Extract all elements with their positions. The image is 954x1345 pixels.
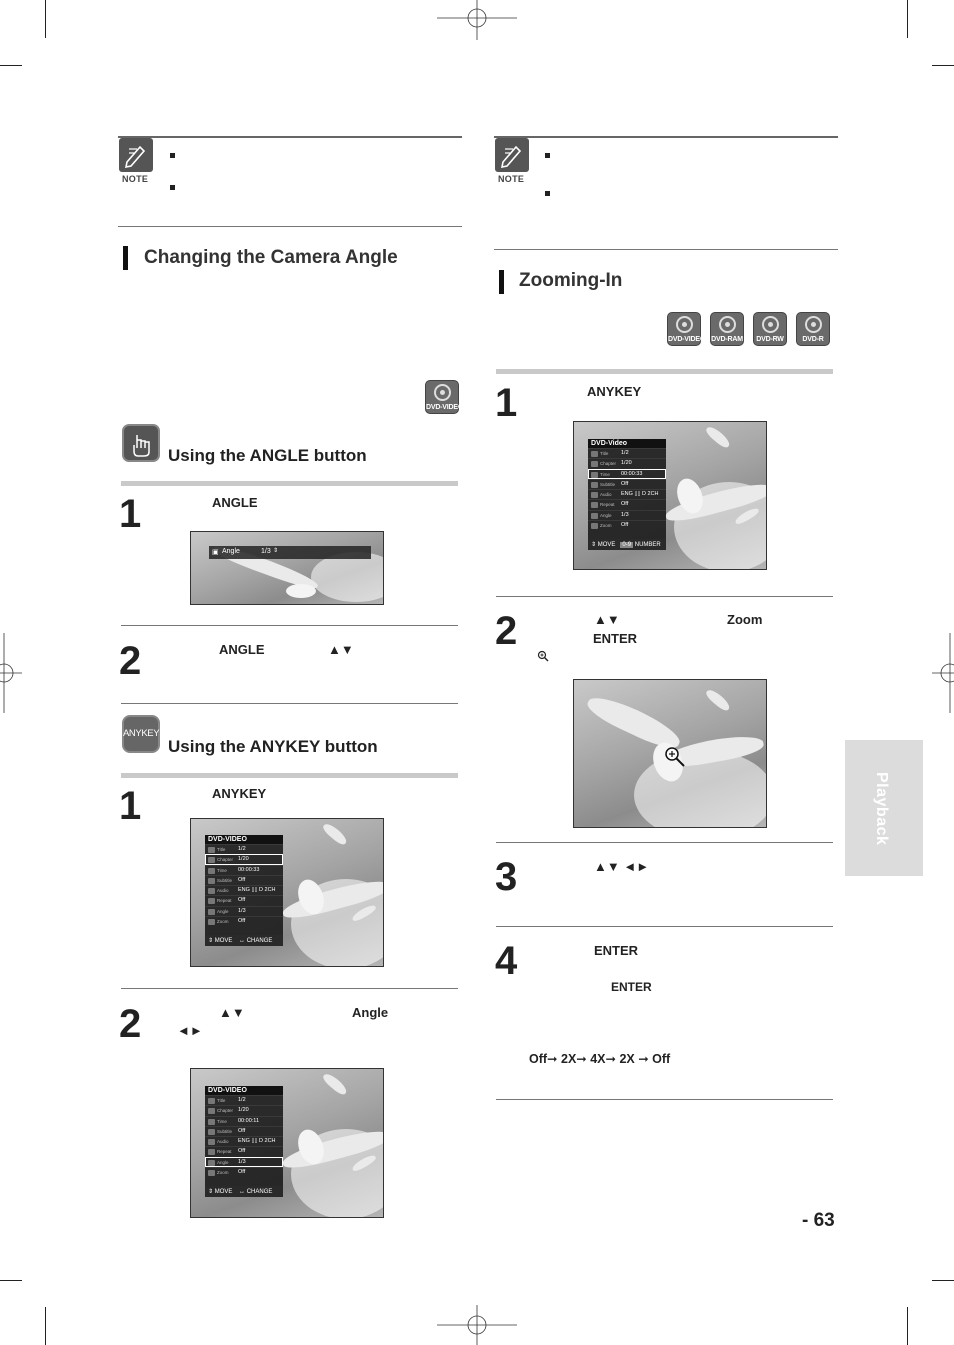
osd-row-key: Time bbox=[600, 471, 610, 477]
osd-row-key: Zoom bbox=[217, 1170, 229, 1176]
step-divider bbox=[121, 625, 458, 626]
note-top-rule bbox=[494, 136, 838, 138]
step-number: 2 bbox=[119, 1002, 142, 1046]
osd-row-value: 1/2 bbox=[238, 1097, 246, 1103]
angle-osd-label: Angle bbox=[222, 548, 240, 555]
osd-row-value: 1/20 bbox=[238, 1107, 249, 1114]
zoom-cursor-icon bbox=[664, 746, 686, 768]
step-number: 4 bbox=[495, 939, 518, 983]
angle-screenshot bbox=[190, 531, 384, 605]
zoom-screenshot bbox=[573, 679, 767, 828]
crop-mark bbox=[932, 65, 954, 66]
enter-key-label: ENTER bbox=[593, 631, 638, 646]
angle-button-title: Using the ANGLE button bbox=[168, 446, 367, 465]
osd-row-key: Zoom bbox=[217, 919, 229, 925]
dvd-rw-disc-icon: DVD-RW bbox=[753, 312, 787, 346]
updown-icon: ⇕ bbox=[273, 548, 279, 554]
osd-row-value: Off bbox=[621, 501, 629, 508]
osd-footer: ⇕ MOVE ↔ CHANGE bbox=[205, 1186, 283, 1197]
osd-row-value: ENG ▯▯ D 2CH bbox=[238, 1138, 276, 1145]
step-divider bbox=[496, 842, 833, 843]
osd-row-key: Repeat bbox=[217, 1149, 232, 1155]
note-top-rule bbox=[118, 136, 462, 138]
step-number: 2 bbox=[495, 609, 518, 653]
osd-footer-number: NUMBER bbox=[634, 542, 661, 548]
osd-row-value: 00:00:33 bbox=[238, 866, 260, 873]
osd-row-value: 1/3 bbox=[238, 1158, 246, 1165]
osd-footer: ⇕ MOVE 0-9 NUMBER bbox=[588, 539, 666, 550]
zoom-menu-screenshot bbox=[573, 421, 767, 570]
updown-arrows: ▲▼ bbox=[594, 612, 620, 627]
osd-row-key: Zoom bbox=[600, 523, 612, 529]
playback-side-tab bbox=[845, 740, 923, 876]
step-number: 1 bbox=[119, 492, 142, 536]
zoom-magnifier-icon bbox=[537, 650, 549, 662]
osd-row-key: Repeat bbox=[217, 898, 232, 904]
camera-icon: ▣ bbox=[212, 549, 219, 556]
osd-footer-move: MOVE bbox=[214, 1189, 233, 1195]
section-marker bbox=[499, 270, 504, 294]
note-pencil-icon bbox=[119, 138, 153, 172]
osd-row-key: Angle bbox=[217, 908, 229, 914]
angle-key-label: ANGLE bbox=[219, 642, 265, 657]
osd-row-value: 00:00:11 bbox=[238, 1117, 260, 1124]
direction-arrows: ▲▼ ◄► bbox=[594, 859, 650, 874]
osd-row-key: Subtitle bbox=[217, 1128, 233, 1134]
osd-row-key: Subtitle bbox=[600, 481, 616, 487]
column-end-rule bbox=[496, 1099, 833, 1100]
section-marker bbox=[123, 246, 128, 270]
angle-item-label: Angle bbox=[352, 1005, 389, 1020]
osd-row-value: 1/3 bbox=[238, 907, 246, 914]
step-divider bbox=[121, 703, 458, 704]
step-number: 1 bbox=[495, 381, 518, 425]
osd-row-key: Time bbox=[217, 1118, 227, 1124]
osd-row-value: Off bbox=[238, 1169, 246, 1176]
osd-row-value: 1/20 bbox=[238, 856, 249, 863]
dvd-r-disc-icon: DVD-R bbox=[796, 312, 830, 346]
anykey-key-label: ANYKEY bbox=[212, 786, 267, 801]
osd-menu bbox=[588, 439, 666, 550]
zoom-item-label: Zoom bbox=[727, 612, 763, 627]
osd-row-key: Repeat bbox=[600, 502, 615, 508]
anykey-menu-screenshot bbox=[190, 818, 384, 967]
osd-menu bbox=[205, 1086, 283, 1197]
leftright-arrows: ◄► bbox=[177, 1023, 203, 1038]
updown-arrows: ▲▼ bbox=[328, 642, 354, 657]
osd-row-key: Title bbox=[217, 1098, 226, 1103]
osd-row-value: 00:00:33 bbox=[621, 470, 643, 477]
osd-row-key: Subtitle bbox=[217, 877, 233, 883]
osd-row-key: Audio bbox=[217, 1139, 229, 1145]
angle-osd-value: 1/3 bbox=[261, 548, 271, 555]
osd-row-key: Title bbox=[217, 847, 226, 852]
crop-mark bbox=[45, 1307, 46, 1345]
angle-key-label: ANGLE bbox=[212, 495, 258, 510]
osd-row-value: ENG ▯▯ D 2CH bbox=[238, 887, 276, 894]
crop-mark bbox=[932, 1280, 954, 1281]
step-number: 2 bbox=[119, 639, 142, 683]
anykey-angle-screenshot bbox=[190, 1068, 384, 1218]
osd-row-value: Off bbox=[238, 897, 246, 904]
osd-row-key: Audio bbox=[600, 492, 612, 498]
remote-button-hand-icon bbox=[122, 424, 160, 462]
registration-mark-icon bbox=[437, 0, 517, 40]
note-pencil-icon bbox=[495, 138, 529, 172]
osd-row-value: 1/2 bbox=[621, 450, 629, 456]
crop-mark bbox=[907, 0, 908, 38]
osd-row-value: 1/3 bbox=[621, 511, 629, 518]
osd-row-key: Chapter bbox=[217, 1108, 234, 1114]
osd-row-value: Off bbox=[238, 1148, 246, 1155]
step-number: 1 bbox=[119, 784, 142, 828]
zoom-sequence: Off➞ 2X➞ 4X➞ 2X ➞ Off bbox=[529, 1052, 671, 1066]
section-title: Changing the Camera Angle bbox=[144, 247, 398, 268]
osd-row-key: Audio bbox=[217, 888, 229, 894]
anykey-button-title: Using the ANYKEY button bbox=[168, 737, 378, 756]
note-label: NOTE bbox=[122, 174, 149, 184]
note-bottom-rule bbox=[118, 226, 462, 227]
note-bullet bbox=[545, 153, 550, 158]
number-keys-icon: 0-9 bbox=[622, 542, 632, 548]
osd-footer: ⇕ MOVE ↔ CHANGE bbox=[205, 935, 283, 946]
note-bullet bbox=[170, 153, 175, 158]
step-divider bbox=[121, 988, 458, 989]
enter-key-label: ENTER bbox=[611, 980, 652, 994]
anykey-button-icon bbox=[122, 715, 160, 753]
osd-row-value: 1/20 bbox=[621, 460, 632, 467]
updown-arrows: ▲▼ bbox=[219, 1005, 245, 1020]
osd-row-key: Title bbox=[600, 451, 609, 456]
note-label: NOTE bbox=[498, 174, 525, 184]
note-bottom-rule bbox=[494, 249, 838, 250]
page-number: - 63 bbox=[802, 1210, 835, 1231]
section-divider bbox=[496, 369, 833, 374]
osd-footer-move: MOVE bbox=[597, 542, 616, 548]
registration-mark-icon bbox=[0, 633, 22, 713]
osd-row-value: Off bbox=[238, 1127, 246, 1134]
side-tab-label: Playback bbox=[873, 772, 890, 846]
anykey-icon-label: ANYKEY bbox=[123, 728, 160, 739]
section-title: Zooming-In bbox=[519, 270, 623, 291]
section-divider bbox=[121, 481, 458, 486]
registration-mark-icon bbox=[932, 633, 954, 713]
step-divider bbox=[496, 596, 833, 597]
section-divider bbox=[121, 773, 458, 778]
osd-header: DVD-VIDEO bbox=[205, 1086, 283, 1095]
crop-mark bbox=[907, 1307, 908, 1345]
osd-row-value: Off bbox=[621, 480, 629, 487]
angle-osd bbox=[209, 546, 371, 559]
osd-row-key: Time bbox=[217, 867, 227, 873]
dvd-video-disc-icon: DVD-VIDEO bbox=[667, 312, 701, 346]
step-number: 3 bbox=[495, 855, 518, 899]
osd-row-key: Chapter bbox=[600, 461, 617, 467]
crop-mark bbox=[45, 0, 46, 38]
osd-header: DVD-Video bbox=[588, 439, 666, 448]
osd-row-key: Chapter bbox=[217, 857, 234, 863]
osd-row-value: Off bbox=[238, 918, 246, 925]
note-bullet bbox=[545, 191, 550, 196]
osd-row-value: ENG ▯▯ D 2CH bbox=[621, 491, 659, 498]
osd-row-key: Angle bbox=[217, 1159, 229, 1165]
registration-mark-icon bbox=[437, 1305, 517, 1345]
osd-header: DVD-VIDEO bbox=[205, 835, 283, 844]
osd-row-value: Off bbox=[621, 522, 629, 529]
enter-key-label: ENTER bbox=[594, 943, 639, 958]
osd-footer-change: CHANGE bbox=[246, 938, 273, 944]
osd-row-key: Angle bbox=[600, 512, 612, 518]
step-divider bbox=[496, 926, 833, 927]
dvd-ram-disc-icon: DVD-RAM bbox=[710, 312, 744, 346]
osd-footer-move: MOVE bbox=[214, 938, 233, 944]
osd-menu bbox=[205, 835, 283, 946]
osd-row-value: 1/2 bbox=[238, 846, 246, 852]
crop-mark bbox=[0, 65, 22, 66]
crop-mark bbox=[0, 1280, 22, 1281]
osd-footer-change: CHANGE bbox=[246, 1189, 273, 1195]
anykey-key-label: ANYKEY bbox=[587, 384, 642, 399]
note-bullet bbox=[170, 185, 175, 190]
dvd-video-disc-icon: DVD-VIDEO bbox=[425, 380, 459, 414]
osd-row-value: Off bbox=[238, 876, 246, 883]
